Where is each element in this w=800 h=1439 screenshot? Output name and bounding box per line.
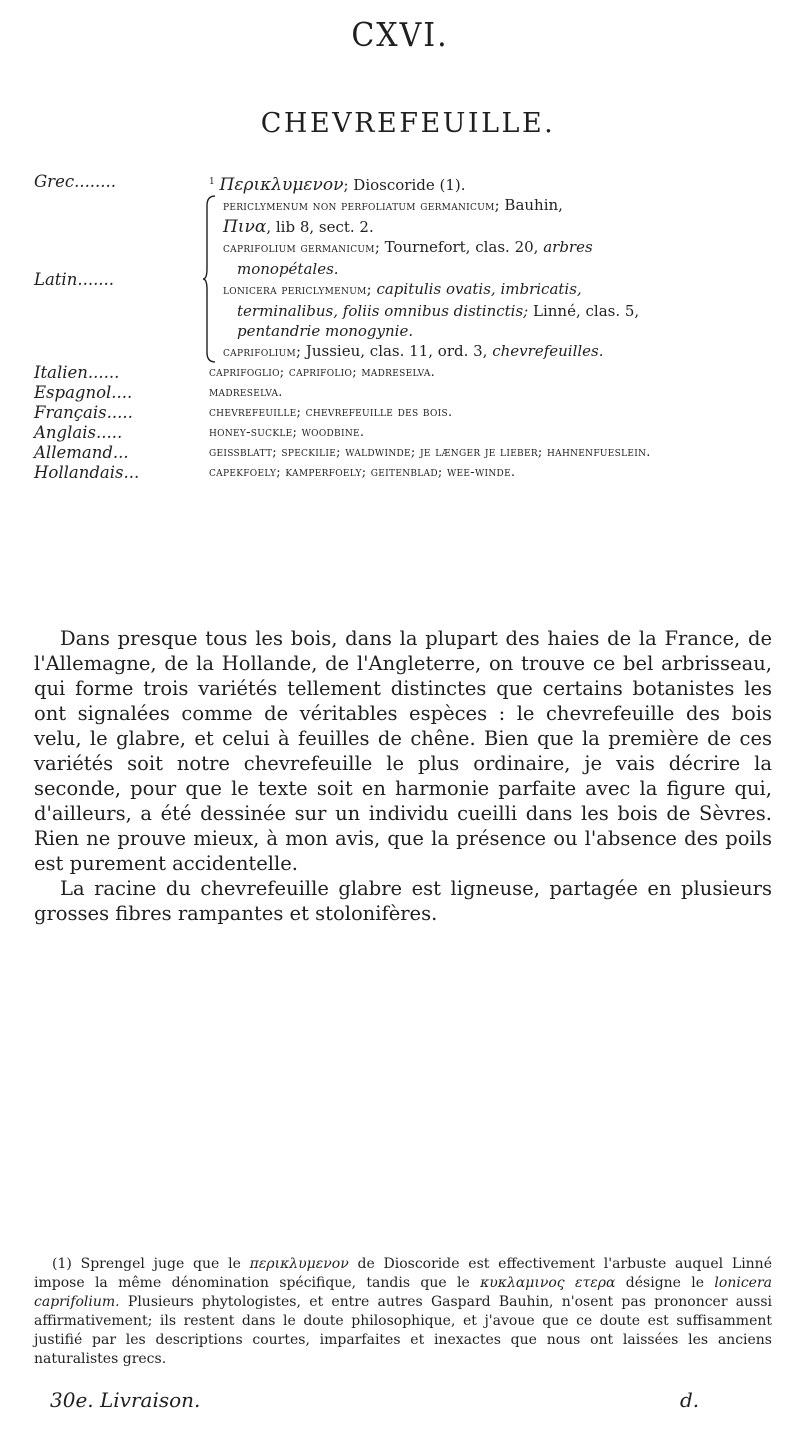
- latin-line-3: caprifolium germanicum; Tournefort, clas. 20, arbres: [223, 238, 593, 256]
- synonym-table: [34, 172, 774, 483]
- synonym-row-latin: [34, 195, 774, 363]
- synonym-names-grec: [209, 172, 774, 195]
- plate-number: CXVI.: [351, 16, 449, 55]
- language-label: Italien......: [34, 363, 120, 382]
- synonym-row-francais: [34, 403, 774, 423]
- synonym-row-espagnol: [34, 383, 774, 403]
- body-paragraph-1: Dans presque tous les bois, dans la plupart des haies de la France, de l'Allemagne, de la Hollande, de l'Angleterre, on trouve ce bel arbrisseau, qui forme trois variétés tellement distinctes que certains botanistes les ont signalées comme de véritables espèces : le chevrefeuille des bois velu, le glabre, et celui à feuilles de chêne. Bien que la première de ces variétés soit notre chevrefeuille le plus ordinaire, je vais décrire la seconde, pour que le texte soit en harmonie parfaite avec la figure qui, d'ailleurs, a été dessinée sur un individu cueilli dans les bois de Sèvres. Rien ne prouve mieux, à mon avis, que la présence ou l'absence des poils est purement accidentelle.: [34, 627, 772, 875]
- synonym-names: madreselva.: [209, 385, 283, 400]
- brace-icon: [203, 195, 217, 363]
- synonym-row-anglais: [34, 423, 774, 443]
- synonym-names: honey-suckle; woodbine.: [209, 425, 365, 440]
- latin-line-1: periclymenum non perfoliatum germanicum; Bauhin,: [223, 196, 563, 214]
- synonym-row-grec: [34, 172, 774, 195]
- synonym-names: capekfoely; kamperfoely; geitenblad; wee-winde.: [209, 465, 516, 480]
- footnote-paragraph: (1) Sprengel juge que le περικλυμενον de Dioscoride est effectivement l'arbuste auquel Linné impose la même dénomination spécifique, tandis que le κυκλαμινος ετερα désigne le lonicera caprifolium. Plusieurs phytologistes, et entre autres Gaspard Bauhin, n'osent pas prononcer aussi affirmativement; ils restent dans le doute philosophique, et j'avoue que ce doute est suffisamment justifié par les descriptions courtes, imparfaites et inexactes que nous ont laissées les anciens naturalistes grecs.: [34, 1256, 772, 1367]
- synonym-row-hollandais: [34, 463, 774, 483]
- body-paragraph-2: La racine du chevrefeuille glabre est ligneuse, partagée en plusieurs grosses fibres rampantes et stolonifères.: [34, 877, 772, 925]
- synonym-names: geissblatt; speckilie; waldwinde; je længer je lieber; hahnenfueslein.: [209, 445, 651, 460]
- latin-synonym-block: [209, 195, 774, 363]
- page-footer: [50, 1388, 750, 1412]
- language-label: Allemand...: [34, 443, 129, 462]
- latin-line-5: lonicera periclymenum; capitulis ovatis, imbricatis,: [223, 280, 582, 298]
- language-label: Français.....: [34, 403, 133, 422]
- page-title: CHEVREFEUILLE.: [260, 108, 556, 139]
- latin-line-8: caprifolium; Jussieu, clas. 11, ord. 3, chevrefeuilles.: [223, 342, 604, 360]
- language-label: Espagnol....: [34, 383, 133, 402]
- footnote-marker: 1: [209, 177, 215, 187]
- language-label: Anglais.....: [34, 423, 123, 442]
- footnote: [34, 1255, 772, 1369]
- synonym-names: chevrefeuille; chevrefeuille des bois.: [209, 405, 453, 420]
- livraison-label: 30e. Livraison.: [50, 1388, 201, 1412]
- language-label-latin: Latin.......: [34, 269, 115, 289]
- signature-mark: d.: [680, 1388, 700, 1412]
- synonym-row-allemand: [34, 443, 774, 463]
- latin-line-6: terminalibus, foliis omnibus distinctis; Linné, clas. 5,: [237, 302, 640, 320]
- body-text: [34, 626, 772, 926]
- synonym-names: caprifoglio; caprifolio; madreselva.: [209, 365, 436, 380]
- latin-line-2: Πινα, lib 8, sect. 2.: [223, 217, 374, 237]
- latin-line-7: pentandrie monogynie.: [237, 322, 414, 340]
- language-label: Hollandais...: [34, 463, 140, 482]
- language-label-grec: Grec........: [34, 172, 117, 191]
- greek-name: Περικλυμενον: [219, 175, 344, 195]
- greek-source: ; Dioscoride (1).: [343, 176, 466, 194]
- latin-line-4: monopétales.: [237, 260, 339, 278]
- synonym-row-italien: [34, 363, 774, 383]
